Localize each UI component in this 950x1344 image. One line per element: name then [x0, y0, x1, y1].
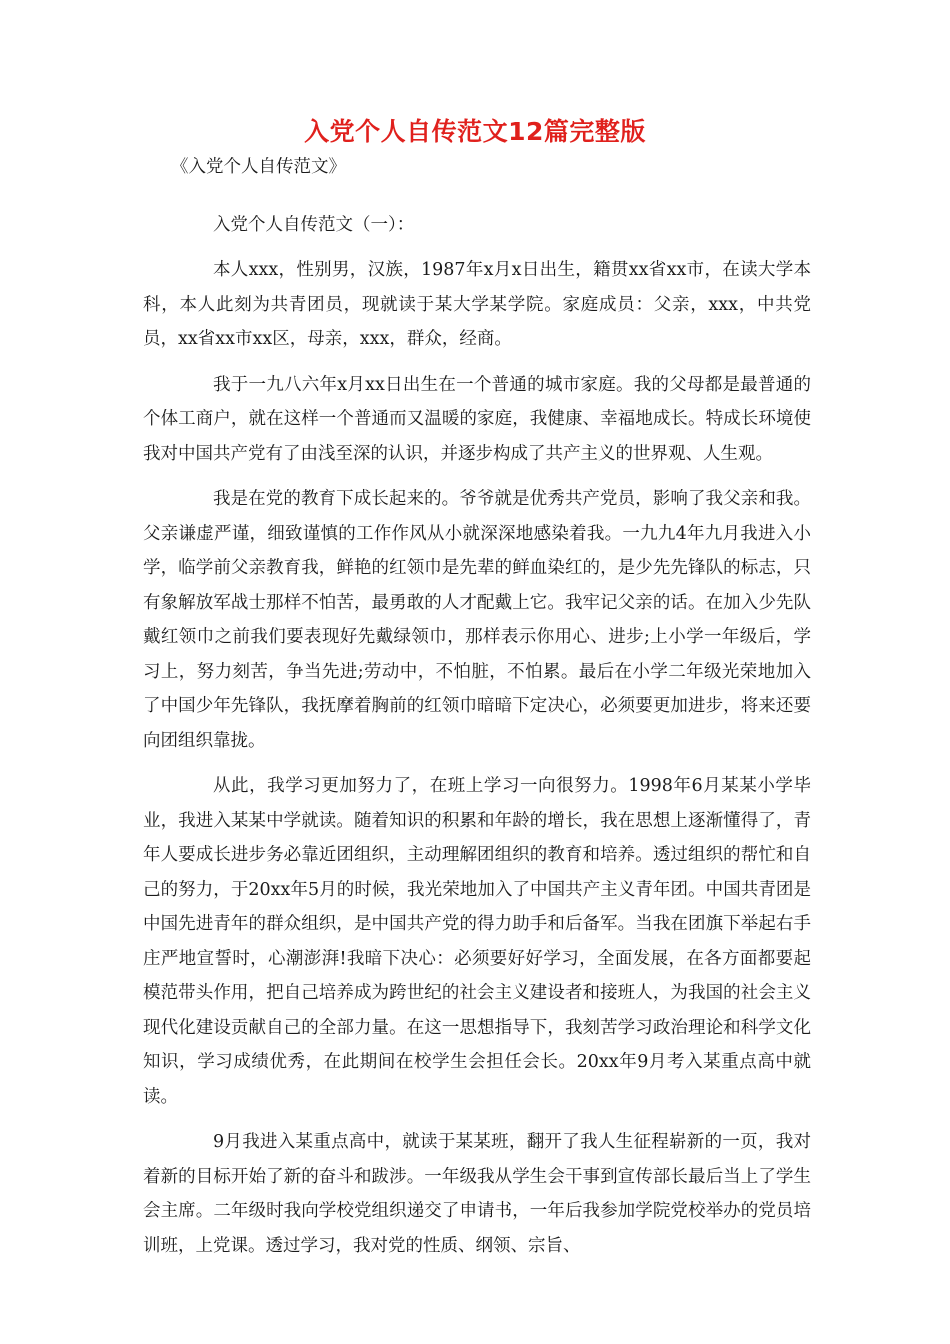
- document-title: 入党个人自传范文12篇完整版: [304, 117, 646, 146]
- paragraph-4: 从此，我学习更加努力了，在班上学习一向很努力。1998年6月某某小学毕业，我进入某某中学就读。随着知识的积累和年龄的增长，我在思想上逐渐懂得了，青年人要成长进步务必靠近团组织，主动理解团组织的教育和培养。透过组织的帮忙和自己的努力，于20xx年5月的时候，我光荣地加入了中国共产主义青年团。中国共青团是中国先进青年的群众组织，是中国共产党的得力助手和后备军。当我在团旗下举起右手庄严地宣誓时，心潮澎湃!我暗下决心：必须要好好学习，全面发展，在各方面都要起模范带头作用，把自己培养成为跨世纪的社会主义建设者和接班人，为我国的社会主义现代化建设贡献自己的全部力量。在这一思想指导下，我刻苦学习政治理论和科学文化知识，学习成绩优秀，在此期间在校学生会担任会长。20xx年9月考入某重点高中就读。: [143, 776, 811, 1107]
- paragraph-5: 9月我进入某重点高中，就读于某某班，翻开了我人生征程崭新的一页，我对着新的目标开始了新的奋斗和跋涉。一年级我从学生会干事到宣传部长最后当上了学生会主席。二年级时我向学校党组织递交了申请书，一年后我参加学院党校举办的党员培训班，上党课。透过学习，我对党的性质、纲领、宗旨、: [143, 1132, 811, 1256]
- section-heading: 入党个人自传范文（一）：: [213, 214, 415, 235]
- document-subtitle: 《入党个人自传范文》: [171, 157, 346, 177]
- document-body: [143, 150, 811, 1263]
- paragraph-2: 我于一九八六年x月xx日出生在一个普通的城市家庭。我的父母都是最普通的个体工商户，就在这样一个普通而又温暖的家庭，我健康、幸福地成长。特成长环境使我对中国共产党有了由浅至深的认识，并逐步构成了共产主义的世界观、人生观。: [143, 374, 811, 464]
- paragraph-3: 我是在党的教育下成长起来的。爷爷就是优秀共产党员，影响了我父亲和我。父亲谦虚严谨，细致谨慎的工作作风从小就深深地感染着我。一九九4年九月我进入小学，临学前父亲教育我，鲜艳的红领巾是先辈的鲜血染红的，是少先先锋队的标志，只有象解放军战士那样不怕苦，最勇敢的人才配戴上它。我牢记父亲的话。在加入少先队戴红领巾之前我们要表现好先戴绿领巾，那样表示你用心、进步;上小学一年级后，学习上，努力刻苦，争当先进;劳动中，不怕脏，不怕累。最后在小学二年级光荣地加入了中国少年先锋队，我抚摩着胸前的红领巾暗暗下定决心，必须要更加进步，将来还要向团组织靠拢。: [143, 489, 811, 751]
- paragraph-1: 本人xxx，性别男，汉族，1987年x月x日出生，籍贯xx省xx市，在读大学本科，本人此刻为共青团员，现就读于某大学某学院。家庭成员：父亲，xxx，中共党员，xx省xx市xx区，母亲，xxx，群众，经商。: [143, 260, 811, 349]
